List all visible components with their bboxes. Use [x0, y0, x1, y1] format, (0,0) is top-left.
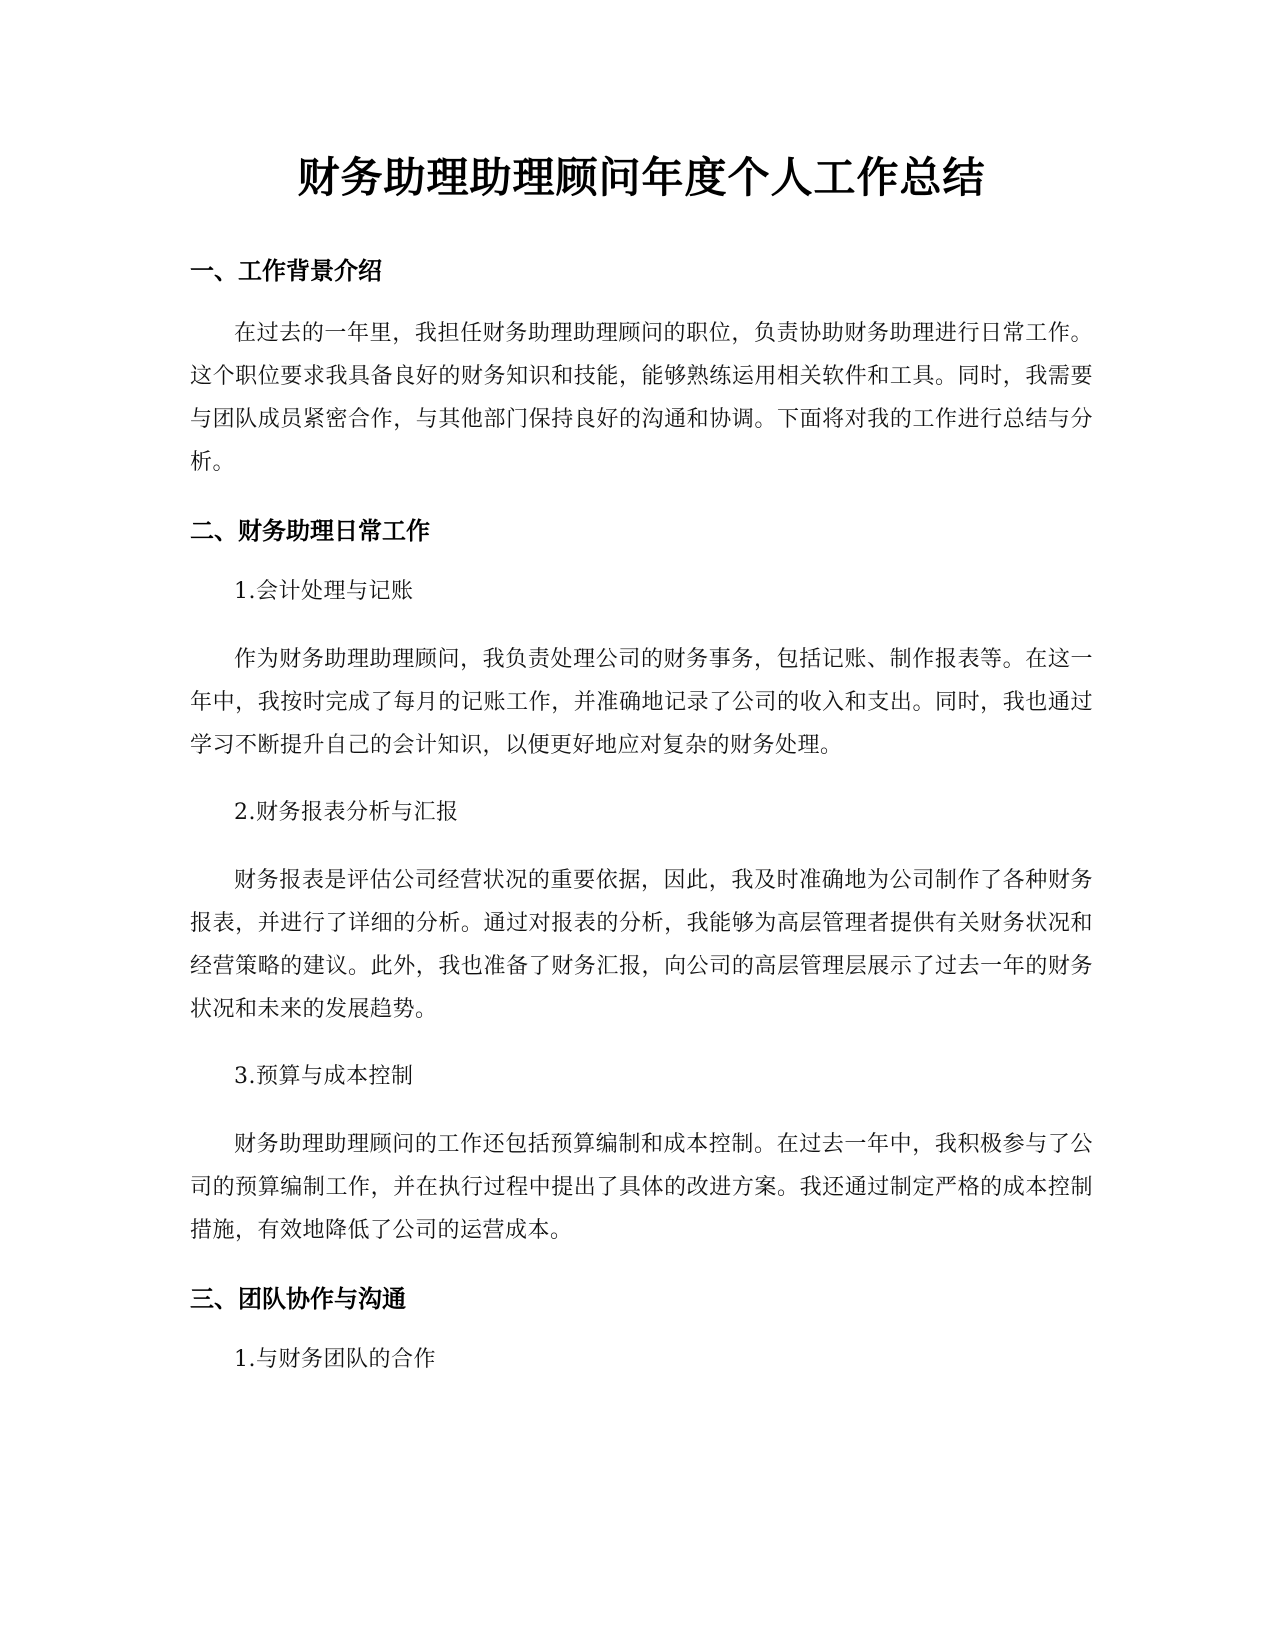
- section-heading-daily-work: 二、财务助理日常工作: [190, 517, 430, 545]
- subheading-budget-cost: 3.预算与成本控制: [234, 1064, 414, 1089]
- subheading-finance-team: 1.与财务团队的合作: [234, 1347, 436, 1372]
- section-heading-teamwork: 三、团队协作与沟通: [190, 1285, 406, 1313]
- section-heading-background: 一、工作背景介绍: [190, 257, 382, 285]
- paragraph-accounting: 作为财务助理助理顾问，我负责处理公司的财务事务，包括记账、制作报表等。在这一年中，我按时完成了每月的记账工作，并准确地记录了公司的收入和支出。同时，我也通过学习不断提升自己的会计知识，以便更好地应对复杂的财务处理。: [190, 647, 1093, 758]
- document-body: [190, 148, 1093, 1406]
- document-title: 财务助理助理顾问年度个人工作总结: [297, 153, 986, 202]
- section-paragraph-background: 在过去的一年里，我担任财务助理助理顾问的职位，负责协助财务助理进行日常工作。这个职位要求我具备良好的财务知识和技能，能够熟练运用相关软件和工具。同时，我需要与团队成员紧密合作，与其他部门保持良好的沟通和协调。下面将对我的工作进行总结与分析。: [190, 321, 1093, 475]
- paragraph-financial-reports: 财务报表是评估公司经营状况的重要依据，因此，我及时准确地为公司制作了各种财务报表，并进行了详细的分析。通过对报表的分析，我能够为高层管理者提供有关财务状况和经营策略的建议。此外，我也准备了财务汇报，向公司的高层管理层展示了过去一年的财务状况和未来的发展趋势。: [190, 868, 1093, 1022]
- subheading-accounting: 1.会计处理与记账: [234, 579, 414, 604]
- subheading-financial-reports: 2.财务报表分析与汇报: [234, 800, 459, 825]
- paragraph-budget-cost: 财务助理助理顾问的工作还包括预算编制和成本控制。在过去一年中，我积极参与了公司的预算编制工作，并在执行过程中提出了具体的改进方案。我还通过制定严格的成本控制措施，有效地降低了公司的运营成本。: [190, 1132, 1093, 1243]
